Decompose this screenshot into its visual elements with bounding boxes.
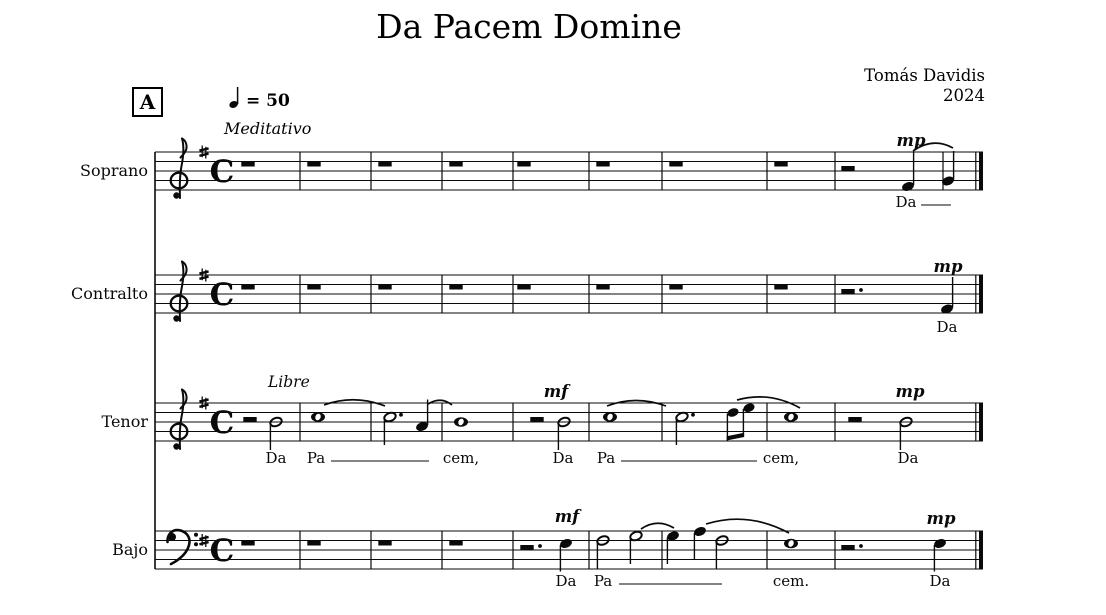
whole-rest bbox=[596, 285, 609, 290]
lyric: Da bbox=[555, 572, 577, 590]
staff-tenor bbox=[102, 373, 983, 467]
whole-rest bbox=[378, 162, 391, 167]
sharp-icon bbox=[199, 399, 208, 401]
whole-rest bbox=[307, 162, 320, 167]
expression-text: Libre bbox=[268, 373, 310, 391]
staff-label-tenor: Tenor bbox=[101, 412, 148, 431]
whole-rest bbox=[241, 285, 254, 290]
half-rest bbox=[848, 417, 861, 422]
augmentation-dot bbox=[859, 544, 863, 548]
whole-rest bbox=[517, 285, 530, 290]
lyric: Pa bbox=[306, 449, 326, 467]
sharp-icon bbox=[199, 271, 208, 273]
sharp-icon bbox=[199, 277, 208, 279]
augmentation-dot bbox=[399, 413, 403, 417]
staff-soprano bbox=[80, 131, 983, 211]
staff-label-bajo: Bajo bbox=[112, 540, 148, 559]
bass-clef-icon bbox=[194, 542, 198, 546]
sharp-icon bbox=[199, 537, 208, 539]
final-barline bbox=[979, 275, 983, 313]
staff-bajo bbox=[112, 507, 983, 590]
common-time-icon: C bbox=[209, 405, 235, 441]
half-rest bbox=[530, 417, 543, 422]
rehearsal-mark: A bbox=[132, 87, 163, 117]
whole-rest bbox=[241, 162, 254, 167]
half-rest bbox=[520, 545, 533, 550]
whole-rest bbox=[307, 285, 320, 290]
eighth-note bbox=[726, 407, 740, 419]
whole-rest bbox=[378, 285, 391, 290]
whole-rest bbox=[774, 285, 787, 290]
treble-clef-icon bbox=[173, 192, 179, 198]
lyric: Da bbox=[936, 318, 958, 336]
whole-rest bbox=[449, 541, 462, 546]
half-rest bbox=[243, 417, 256, 422]
augmentation-dot bbox=[691, 413, 695, 417]
whole-rest bbox=[449, 162, 462, 167]
augmentation-dot bbox=[538, 544, 542, 548]
treble-clef-icon bbox=[173, 315, 179, 321]
expression-text: Meditativo bbox=[224, 119, 312, 138]
composer-year: 2024 bbox=[943, 86, 985, 105]
beam bbox=[727, 433, 744, 441]
final-barline bbox=[979, 531, 983, 569]
tempo-marking: = 50 bbox=[246, 91, 290, 111]
sharp-icon bbox=[199, 405, 208, 407]
final-barline bbox=[979, 152, 983, 190]
common-time-icon: C bbox=[209, 154, 235, 190]
final-barline bbox=[979, 403, 983, 441]
composer-name: Tomás Davidis bbox=[864, 66, 985, 85]
dynamic-marking: mp bbox=[926, 509, 956, 528]
common-time-icon: C bbox=[209, 533, 235, 569]
lyric: cem. bbox=[772, 572, 810, 590]
treble-clef-icon bbox=[173, 443, 179, 449]
lyric: Da bbox=[897, 449, 919, 467]
page-title: Da Pacem Domine bbox=[376, 7, 682, 46]
eighth-note bbox=[742, 402, 756, 414]
common-time-icon: C bbox=[209, 277, 235, 313]
whole-rest bbox=[596, 162, 609, 167]
whole-rest bbox=[307, 541, 320, 546]
staff-contralto bbox=[71, 257, 983, 336]
bass-clef-icon bbox=[194, 533, 198, 537]
sharp-icon bbox=[199, 542, 208, 544]
slur bbox=[641, 523, 674, 529]
dynamic-marking: mf bbox=[543, 382, 569, 401]
whole-rest bbox=[669, 162, 682, 167]
whole-rest bbox=[669, 285, 682, 290]
sharp-icon bbox=[199, 148, 208, 150]
whole-rest bbox=[774, 162, 787, 167]
lyric: Pa bbox=[596, 449, 616, 467]
whole-rest bbox=[517, 162, 530, 167]
half-rest bbox=[841, 166, 854, 171]
half-rest bbox=[841, 545, 854, 550]
lyric: Da bbox=[265, 449, 287, 467]
lyric: Da bbox=[552, 449, 574, 467]
augmentation-dot bbox=[859, 288, 863, 292]
lyric: Pa bbox=[593, 572, 613, 590]
lyric: cem, bbox=[442, 449, 480, 467]
lyric: Da bbox=[929, 572, 951, 590]
half-rest bbox=[841, 289, 854, 294]
sharp-icon bbox=[199, 154, 208, 156]
dynamic-marking: mp bbox=[933, 257, 963, 276]
whole-rest bbox=[378, 541, 391, 546]
lyric: Da bbox=[895, 193, 917, 211]
dynamic-marking: mp bbox=[895, 382, 925, 401]
staff-label-soprano: Soprano bbox=[80, 161, 148, 180]
whole-rest bbox=[241, 541, 254, 546]
lyric: cem, bbox=[762, 449, 800, 467]
staff-label-contralto: Contralto bbox=[71, 284, 148, 303]
dynamic-marking: mp bbox=[896, 131, 926, 150]
whole-rest bbox=[449, 285, 462, 290]
dynamic-marking: mf bbox=[554, 507, 580, 526]
